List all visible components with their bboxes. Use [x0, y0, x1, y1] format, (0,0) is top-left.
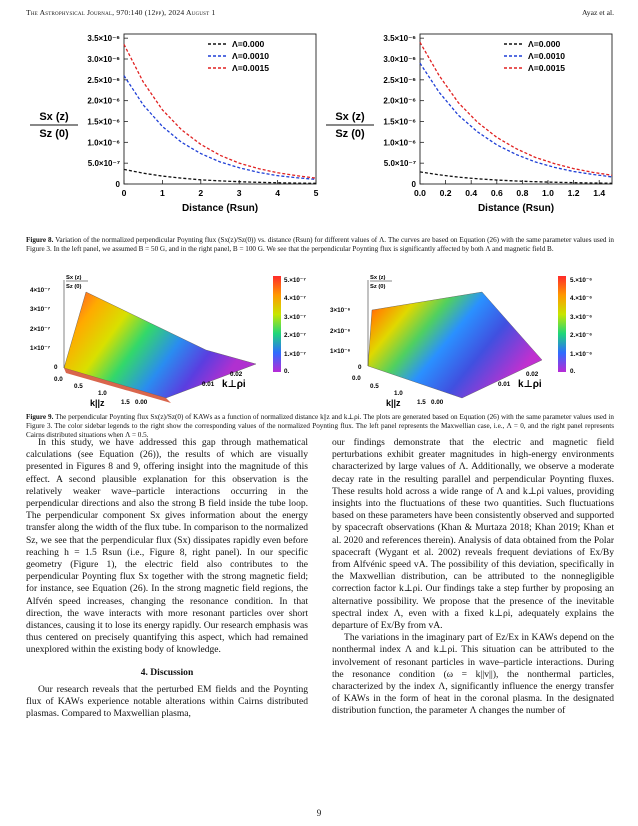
- section-heading: 4. Discussion: [140, 666, 194, 678]
- fig9-right-y-tick-3: 0.02: [526, 371, 539, 378]
- right-paragraph-1: our findings demonstrate that the electric and magnetic field perturbations exhibit greater magnitudes in high-energy environments characterized by large values of Λ. Additionally, we observe a moderate decay rate in the resulting parallel and perpendicular Poynting fluxes. These results hold across a wide range of Λ and k⊥ρi values, providing insights into the fluctuations of these two quantities. Such fluctuations based on these parameters have been consistently observed and supported by spacecraft observations (Khan & Murtaza 2018; Khan 2019; Khan et al. 2020 and references therein). Analysis of data obtained from the Polar spacecraft (Wygant et al. 2002) reveals frequent deviations of Ex/By from Alfvénic speed vA. The possibility of this deviation, specifically in the Maxwellian distribution, can be attributed to the nonnegligible correction factor k⊥ρi. Our findings take a step further by proposing an alternative possibility. We propose that the presence of the inevitable spectral index Λ, even with a fixed k⊥ρi, adequately explains the departure of Ex/By from vA.: [332, 437, 614, 632]
- fig8-right-series-line: [420, 63, 612, 177]
- fig8-caption-text: Variation of the normalized perpendicular Poynting flux (Sx(z)/Sz(0)) vs. distance (Rsun) for different values of Λ. The curves are based on Equation (26) with the same parameter values used in Figure 3. In the left panel, we assumed B = 50 G, and in the right panel, B = 100 G. We see that the perpendicular Poynting flux is significantly affected by both Λ and magnetic field B.: [26, 236, 614, 254]
- fig9-left-bar-6: 0.: [284, 368, 290, 375]
- author-header: Ayaz et al.: [582, 8, 614, 17]
- fig9-left-bar-5: 1.×10⁻⁷: [284, 351, 306, 358]
- fig8-left-xtick-label: 4: [275, 188, 280, 198]
- fig9-right-bar-3: 3.×10⁻⁶: [570, 314, 593, 321]
- fig9-left-y-tick-3: 0.02: [230, 371, 243, 378]
- fig9-left-surface: [26, 270, 322, 410]
- fig8-left-ytick-label: 3.5×10⁻⁶: [87, 34, 120, 44]
- fig9-left-y-tick-1: 0.00: [135, 399, 148, 406]
- fig8-right-legend-entry: Λ=0.0010: [528, 51, 566, 61]
- fig8-left-ylabel-num: Sx (z): [39, 111, 69, 123]
- fig8-right-ytick-label: 3.0×10⁻⁶: [383, 55, 416, 64]
- fig9-left-x-tick-2: 0.5: [74, 383, 83, 390]
- fig9-caption-text: The perpendicular Poynting flux Sx(z)/Sz(0) of KAWs as a function of normalized distance k||z and k⊥ρi. The plots are generated based on Equation (26) with the same parameter values used in Figure 3. The color sidebar legends to the right show the corresponding values of the normalized Poynting flux. The left panel represents the Maxwellian case, i.e., Λ = 0, and the right panel represents Cairns distributed situations when Λ = 0.5.: [26, 413, 614, 440]
- fig8-left-ytick-label: 2.5×10⁻⁶: [87, 75, 120, 85]
- fig8-left-ytick-label: 1.0×10⁻⁶: [87, 138, 120, 148]
- fig8-left-series-line: [124, 76, 316, 180]
- fig8-left-xtick-label: 3: [236, 188, 242, 198]
- fig9-right-y-tick-1: 0.00: [431, 399, 444, 406]
- fig9-right-surface-face: [368, 292, 542, 398]
- fig8-left-ylabel-den: Sz (0): [39, 128, 69, 140]
- fig9-right-x-tick-4: 1.5: [417, 399, 426, 406]
- right-column: [332, 437, 614, 718]
- fig8-right-xtick-label: 0.4: [465, 188, 478, 198]
- fig8-left-ytick-label: 2.0×10⁻⁶: [87, 96, 120, 106]
- fig9-right-z-tick-3: 1×10⁻⁶: [330, 348, 351, 355]
- page-number: 9: [316, 808, 322, 818]
- fig8-right-xtick-label: 0.0: [414, 188, 426, 198]
- fig8-right-xlabel: Distance (Rsun): [477, 203, 555, 214]
- fig8-right-xtick-label: 0.6: [490, 188, 503, 198]
- running-header: [26, 8, 614, 17]
- fig8-left-legend-entry: Λ=0.000: [232, 39, 265, 49]
- fig9-right-bar-6: 0.: [570, 368, 576, 375]
- left-paragraph-1: In this study, we have addressed this gap through mathematical calculations (see Equation (26)), the results of which are visually presented in Figures 8 and 9, offering insight into the magnitude of this effect. A second plausible explanation for this observation is the relatively weaker wave–particle interactions occurring in the perpendicular directions and also the strong B field inside the tube loop. The perpendicular component Sx gives information about the energy transfer along the width of the flux tube. In comparison to the normalized Sz, we see that the perpendicular flux (Sx) dissipates rapidly even before reaching h = 1.5 Rsun (i.e., Figure 8, right panel). In our specific geometry (Figure 1), the electric field also contributes to the perpendicular Poynting flux Sx together with the strong magnetic field; for instance, see Equation (26). In the strong magnetic field regions, the Alfvén speed increases, changing the resonance condition. In that direction, the wave interacts with more resonant particles over short distances, causing it to lose its energy rapidly. Our research emphasis was thus centered on precisely quantifying this aspect, which had remained unexplored within the existing body of knowledge.: [26, 437, 308, 656]
- fig8-right-xtick-label: 0.8: [516, 188, 529, 198]
- fig8-right-ylabel-den: Sz (0): [335, 128, 365, 140]
- fig9-right-xlabel: k||z: [386, 398, 401, 408]
- fig9-right-zlabel-den: Sz (0): [370, 284, 386, 290]
- fig9-left-z-tick-1: 4×10⁻⁷: [30, 287, 51, 294]
- fig8-left-xlabel: Distance (Rsun): [181, 203, 259, 214]
- fig8-left-ytick-label: 3.0×10⁻⁶: [87, 55, 120, 64]
- fig9-left-zlabel-den: Sz (0): [66, 284, 82, 290]
- fig9-right-ylabel: k⊥ρi: [518, 379, 542, 390]
- fig8-right-legend-entry: Λ=0.000: [528, 39, 561, 49]
- fig8-right-ytick-label: 2.5×10⁻⁶: [383, 75, 416, 85]
- fig9-left-z-tick-4: 1×10⁻⁷: [30, 345, 51, 352]
- fig8-right-ytick-label: 2.0×10⁻⁶: [383, 96, 416, 106]
- fig8-left-ytick-label: 5.0×10⁻⁷: [87, 159, 120, 169]
- fig8-right-ylabel-num: Sx (z): [335, 111, 365, 123]
- fig9-left-y-tick-2: 0.01: [202, 381, 215, 388]
- fig9-left-z-tick-5: 0: [54, 364, 58, 371]
- fig9-right-surface: [322, 270, 618, 410]
- fig8-left-chart: [26, 24, 326, 234]
- fig8-right-ytick-label: 1.0×10⁻⁶: [383, 138, 416, 148]
- fig8-left-xtick-label: 5: [313, 188, 319, 198]
- journal-header: The Astrophysical Journal, 970:140 (12pp), 2024 August 1: [26, 8, 216, 17]
- fig9-right-bar-5: 1.×10⁻⁶: [570, 351, 593, 358]
- fig9-left-x-tick-3: 1.0: [98, 390, 107, 397]
- fig8-right-ytick-label: 1.5×10⁻⁶: [383, 117, 416, 127]
- fig9-right-colorbar: [558, 276, 566, 372]
- fig8-right-ytick-label: 0: [411, 180, 416, 189]
- fig9-left-bar-4: 2.×10⁻⁷: [284, 332, 306, 339]
- fig9-right-bar-4: 2.×10⁻⁶: [570, 332, 593, 339]
- fig8-right-chart: [322, 24, 622, 234]
- fig8-left-xtick-label: 2: [198, 188, 204, 198]
- fig9-caption-label: Figure 9.: [26, 413, 54, 421]
- fig9-right-z-tick-4: 0: [358, 364, 362, 371]
- fig9-right-x-tick-1: 0.0: [352, 375, 361, 382]
- fig9-right-x-tick-2: 0.5: [370, 383, 379, 390]
- fig8-right-series-line: [420, 172, 612, 183]
- fig8-left-legend-entry: Λ=0.0010: [232, 51, 270, 61]
- fig8-right-series-line: [420, 42, 612, 175]
- fig9-right-z-tick-2: 2×10⁻⁶: [330, 328, 351, 335]
- fig9-right-z-tick-1: 3×10⁻⁶: [330, 307, 351, 314]
- right-paragraph-2: The variations in the imaginary part of Ez/Ex in KAWs depend on the nonthermal index Λ and k⊥ρi. This situation can be attributed to the involvement of resonant particles in wave–particle interactions. During the resonance condition (ω = k||v||), the nonthermal particles, characterized by the index Λ, significantly influence the energy transfer of KAWs in the form of heat in the coronal plasma. In the designated distribution function, the parameter Λ changes the number of: [332, 632, 614, 717]
- fig9-right-zlabel-num: Sx (z): [370, 275, 386, 281]
- fig9-left-x-tick-1: 0.0: [54, 376, 63, 383]
- fig9-right-bar-2: 4.×10⁻⁶: [570, 295, 593, 302]
- fig8-left-xtick-label: 0: [121, 188, 127, 198]
- fig8-left-ytick-label: 0: [115, 180, 120, 189]
- fig9-left-zlabel-num: Sx (z): [66, 275, 82, 281]
- fig8-left-ytick-label: 1.5×10⁻⁶: [87, 117, 120, 127]
- fig9-left-bar-3: 3.×10⁻⁷: [284, 314, 306, 321]
- fig9-left-colorbar: [273, 276, 281, 372]
- fig8-left-series-line: [124, 44, 316, 178]
- fig9-right-bar-1: 5.×10⁻⁶: [570, 277, 593, 284]
- fig8-right-ytick-label: 3.5×10⁻⁶: [383, 34, 416, 44]
- fig8-left-xtick-label: 1: [160, 188, 165, 198]
- left-column: [26, 437, 308, 720]
- fig8-right-ytick-label: 5.0×10⁻⁷: [383, 159, 416, 169]
- fig8-left-legend-entry: Λ=0.0015: [232, 63, 270, 73]
- fig9-left-xlabel: k||z: [90, 398, 105, 408]
- fig9-left-bar-2: 4.×10⁻⁷: [284, 295, 306, 302]
- fig8-right-xtick-label: 0.2: [439, 188, 452, 198]
- fig9-right-y-tick-2: 0.01: [498, 381, 511, 388]
- fig9-left-ylabel: k⊥ρi: [222, 379, 246, 390]
- fig8-right-xtick-label: 1.4: [593, 188, 606, 198]
- fig8-right-xtick-label: 1.2: [567, 188, 580, 198]
- fig8-caption: [26, 236, 614, 254]
- fig8-right-legend-entry: Λ=0.0015: [528, 63, 566, 73]
- fig8-caption-label: Figure 8.: [26, 236, 54, 244]
- fig9-left-z-tick-2: 3×10⁻⁷: [30, 306, 51, 313]
- fig9-right-x-tick-3: 1.0: [394, 390, 403, 397]
- fig9-left-bar-1: 5.×10⁻⁷: [284, 277, 306, 284]
- left-paragraph-2: Our research reveals that the perturbed EM fields and the Poynting flux of KAWs experience notable alterations within Cairns distributed plasmas. Compared to Maxwellian plasma,: [26, 683, 308, 720]
- fig9-left-x-tick-4: 1.5: [121, 399, 130, 406]
- fig8-right-xtick-label: 1.0: [542, 188, 554, 198]
- fig9-left-z-tick-3: 2×10⁻⁷: [30, 326, 51, 333]
